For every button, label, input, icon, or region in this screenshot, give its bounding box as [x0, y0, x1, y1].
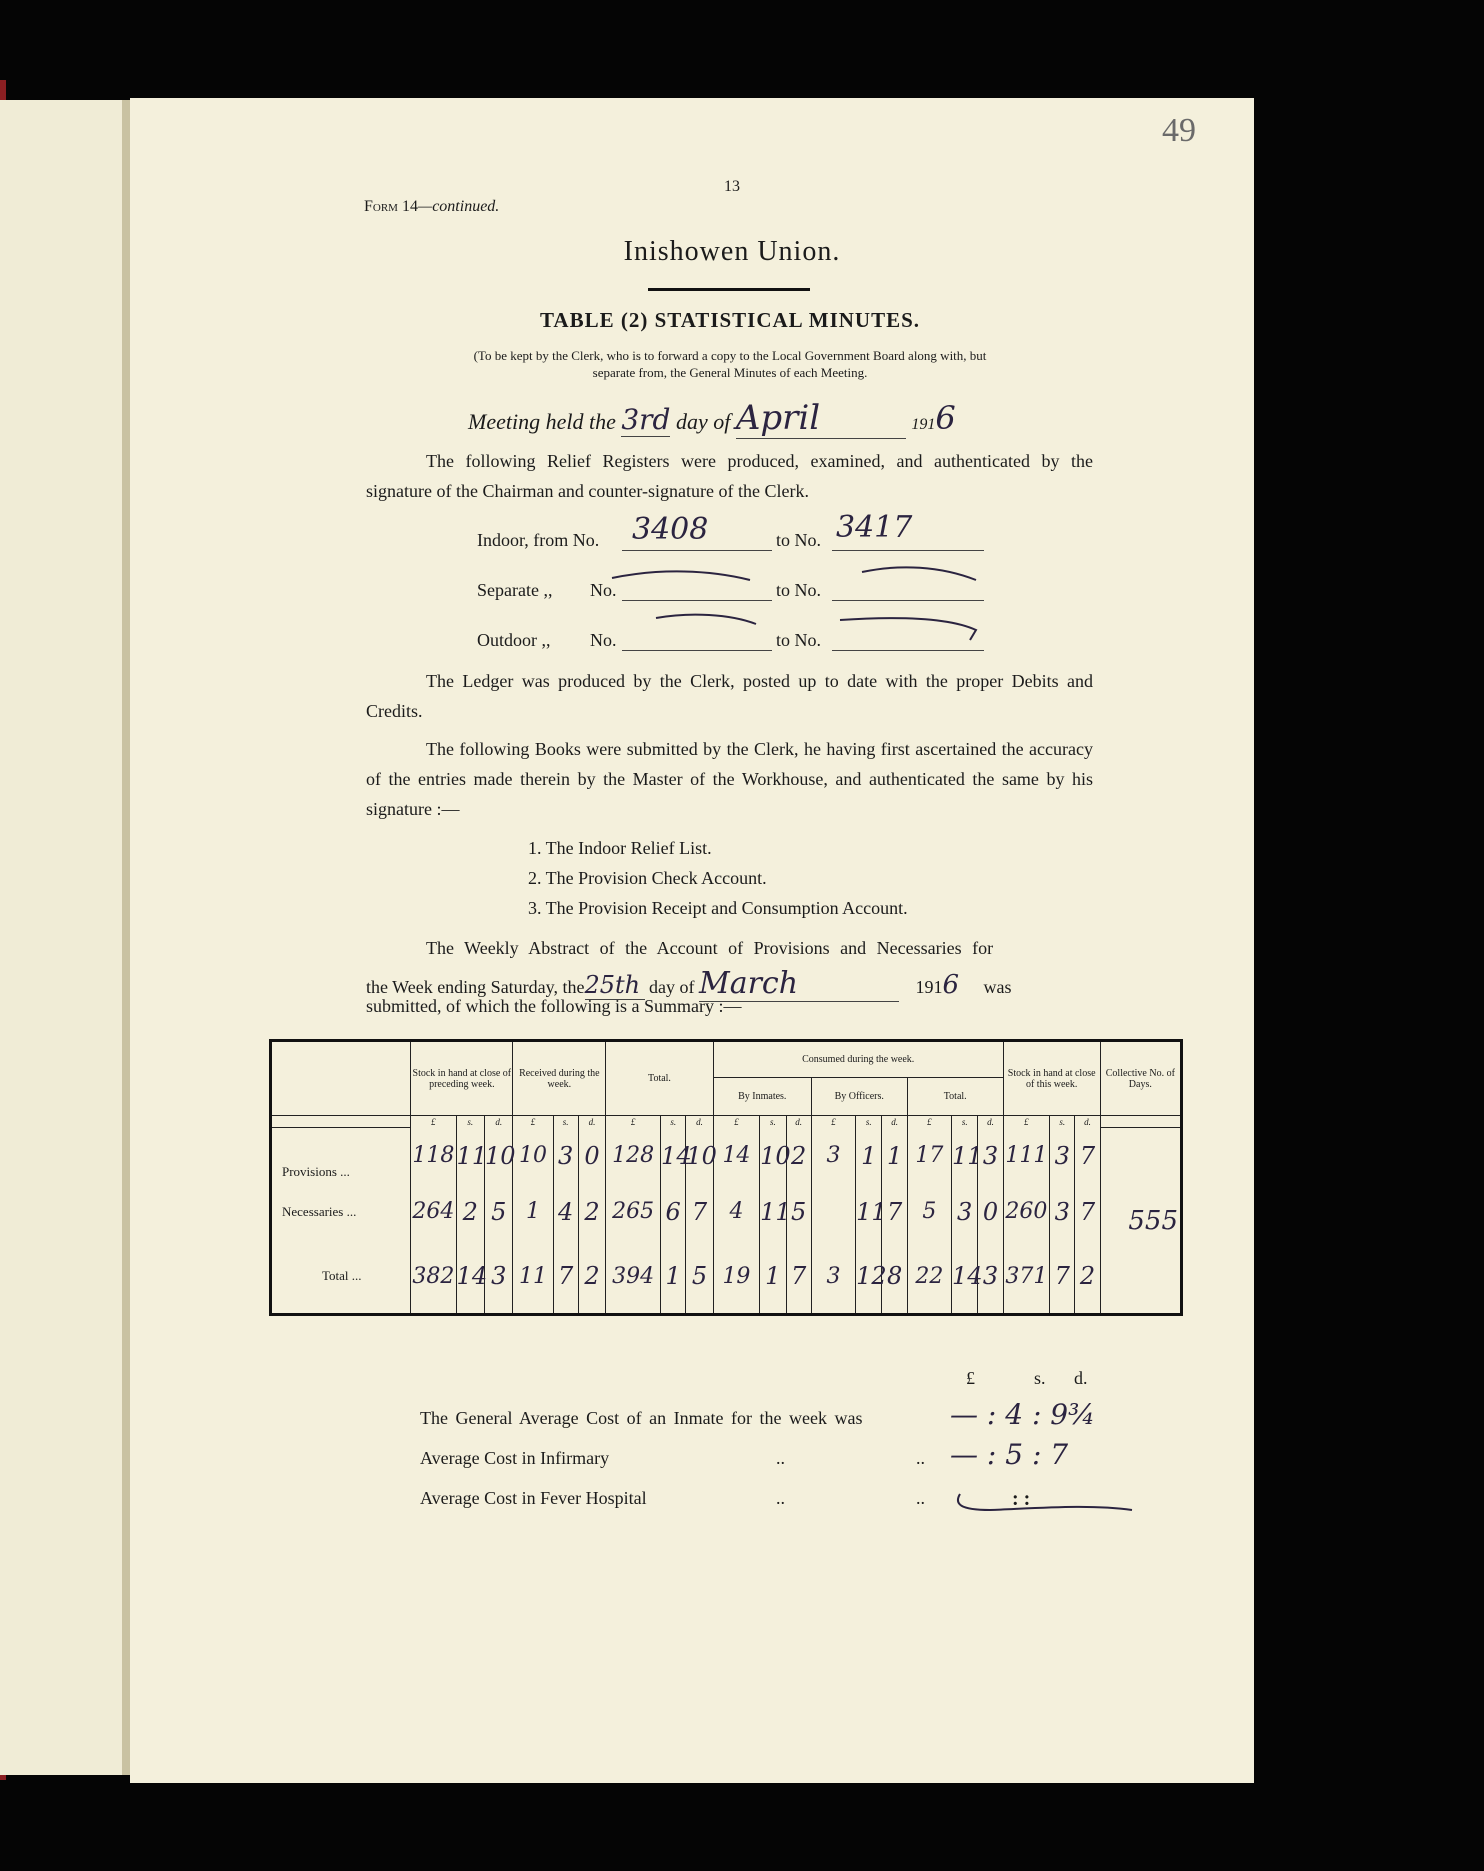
- table-cell: 7: [553, 1240, 578, 1315]
- table-cell: 8: [882, 1240, 907, 1315]
- fever-leader-2: ..: [916, 1488, 925, 1508]
- fever-leader-1: ..: [776, 1488, 785, 1508]
- table-cell: 7: [786, 1240, 811, 1315]
- table-cell: 5: [786, 1184, 811, 1240]
- book-item-3: 3. The Provision Receipt and Consumption Account.: [528, 898, 908, 918]
- meeting-month: April: [736, 398, 906, 439]
- meeting-prefix: Meeting held the: [468, 409, 616, 434]
- table-cell: 1: [856, 1128, 882, 1184]
- unit-pence-label: d.: [786, 1116, 811, 1128]
- separate-to-label: to No.: [776, 580, 821, 600]
- meeting-day-word: day of: [675, 409, 731, 434]
- necessaries-dots: ...: [346, 1203, 357, 1219]
- necessaries-label: Necessaries: [282, 1203, 344, 1219]
- indoor-to-line: [832, 550, 984, 551]
- table-cell: 7: [1050, 1240, 1075, 1315]
- meeting-day: 3rd: [621, 403, 671, 436]
- unit-shillings-label: s.: [553, 1116, 578, 1128]
- table-cell: 11: [856, 1184, 882, 1240]
- unit-pence-label: d.: [485, 1116, 513, 1128]
- table-cell: 22: [907, 1240, 951, 1315]
- table-cell: 19: [713, 1240, 759, 1315]
- table-cell: 3: [485, 1240, 513, 1315]
- table-cell: 2: [578, 1240, 605, 1315]
- union-title: Inishowen Union.: [623, 236, 841, 267]
- table-cell: 371: [1003, 1240, 1049, 1315]
- table-cell: 2: [1075, 1240, 1100, 1315]
- unit-pence-label: d.: [882, 1116, 907, 1128]
- unit-shillings-label: s.: [1050, 1116, 1075, 1128]
- unit-pound-label: £: [1003, 1116, 1049, 1128]
- table-cell: 10: [485, 1128, 513, 1184]
- abstract-month: March: [699, 966, 899, 1002]
- header-total: Total.: [606, 1041, 714, 1116]
- table-cell: 14: [713, 1128, 759, 1184]
- table-cell: 11: [513, 1240, 553, 1315]
- unit-shillings-label: s.: [456, 1116, 484, 1128]
- outdoor-label: Outdoor ,,: [477, 630, 551, 650]
- table-cell: 5: [686, 1240, 713, 1315]
- header-by-inmates: By Inmates.: [713, 1078, 811, 1116]
- abstract-week-ending: the Week ending Saturday, the: [366, 977, 585, 997]
- table-cell: 0: [978, 1184, 1003, 1240]
- book-item-1: 1. The Indoor Relief List.: [528, 838, 712, 858]
- table-cell: 264: [411, 1184, 456, 1240]
- table-row-necessaries: [271, 1184, 1182, 1240]
- table-cell: 3: [978, 1128, 1003, 1184]
- total-dots: ...: [351, 1268, 362, 1284]
- unit-shillings-label: s.: [952, 1116, 978, 1128]
- row-label-total: [271, 1240, 411, 1315]
- meeting-year-suffix: 6: [935, 399, 956, 437]
- indoor-from-value: 3408: [632, 512, 709, 547]
- header-blank: [271, 1041, 411, 1116]
- header-stock-prev: Stock in hand at close of preceding week.: [411, 1041, 513, 1116]
- table-cell: 3: [978, 1240, 1003, 1315]
- instruction-line-1: (To be kept by the Clerk, who is to forward a copy to the Local Government Board along with, but: [473, 348, 987, 363]
- table-row-total: [271, 1240, 1182, 1315]
- unit-pence-label: d.: [1075, 1116, 1100, 1128]
- table-cell: 5: [907, 1184, 951, 1240]
- table-cell: 14: [661, 1128, 686, 1184]
- table-cell: 1: [760, 1240, 786, 1315]
- meeting-year-prefix: 191: [911, 416, 936, 433]
- table-row-provisions: [271, 1128, 1182, 1184]
- title-rule: [648, 288, 810, 291]
- general-cost-value: — : 4 : 9¾: [950, 1398, 1096, 1431]
- table-cell: 1: [882, 1128, 907, 1184]
- header-consumed: Consumed during the week.: [713, 1041, 1003, 1078]
- unit-pound-label: £: [606, 1116, 661, 1128]
- table-cell: 2: [456, 1184, 484, 1240]
- summary-table: [269, 1039, 1183, 1316]
- outdoor-to-label: to No.: [776, 630, 821, 650]
- ledger-text: The Ledger was produced by the Clerk, posted up to date with the proper Debits and Credits.: [366, 671, 1093, 721]
- table-cell: 12: [856, 1240, 882, 1315]
- header-consumed-total: Total.: [907, 1078, 1003, 1116]
- abstract-day-of: day of: [649, 977, 695, 997]
- table-cell: 10: [513, 1128, 553, 1184]
- header-by-officers: By Officers.: [811, 1078, 907, 1116]
- table-cell: 7: [1075, 1128, 1100, 1184]
- form-continued: —continued.: [417, 198, 500, 215]
- table-cell: 2: [578, 1184, 605, 1240]
- table-title: TABLE (2) STATISTICAL MINUTES.: [539, 308, 921, 332]
- table-cell: 111: [1003, 1128, 1049, 1184]
- unit-shillings-label: s.: [661, 1116, 686, 1128]
- abstract-line-3: submitted, of which the following is a Summary :—: [366, 996, 742, 1016]
- general-cost-label: The General Average Cost of an Inmate for the week was: [420, 1408, 863, 1428]
- unit-shillings-label: s.: [760, 1116, 786, 1128]
- header-stock-close: Stock in hand at close of this week.: [1003, 1041, 1100, 1116]
- separate-label: Separate ,,: [477, 580, 553, 600]
- registers-intro: The following Relief Registers were produced, examined, and authenticated by the signature of the Chairman and counter-signature of the Clerk.: [366, 451, 1093, 501]
- table-cell: 128: [606, 1128, 661, 1184]
- unit-pound-label: £: [713, 1116, 759, 1128]
- table-cell: 7: [1075, 1184, 1100, 1240]
- outdoor-no-label: No.: [590, 630, 617, 650]
- total-label: Total: [322, 1268, 349, 1284]
- table-cell: 260: [1003, 1184, 1049, 1240]
- indoor-to-value: 3417: [836, 510, 913, 545]
- table-cell: 2: [786, 1128, 811, 1184]
- abstract-year-prefix: 191: [915, 977, 943, 997]
- row-label-provisions: [271, 1128, 411, 1184]
- table-cell: 3: [811, 1128, 855, 1184]
- infirmary-leader-2: ..: [916, 1448, 925, 1468]
- form-label: [364, 198, 499, 216]
- books-intro: The following Books were submitted by the Clerk, he having first ascertained the accuracy of the entries made therein by the Master of the Workhouse, and authenticated the same by his signature :—: [366, 739, 1093, 819]
- book-item-2: 2. The Provision Check Account.: [528, 868, 767, 888]
- table-cell: 3: [553, 1128, 578, 1184]
- table-cell: 14: [456, 1240, 484, 1315]
- pen-strokes: [600, 560, 1000, 660]
- unit-pound-label: £: [811, 1116, 855, 1128]
- table-cell: 11: [760, 1184, 786, 1240]
- table-cell: [811, 1184, 855, 1240]
- table-cell: 394: [606, 1240, 661, 1315]
- form-number: Form 14: [364, 198, 418, 215]
- instruction-line-2: separate from, the General Minutes of each Meeting.: [592, 365, 868, 380]
- unit-blank: [271, 1116, 411, 1128]
- fever-pen-stroke: [950, 1490, 1140, 1520]
- table-cell: 11: [456, 1128, 484, 1184]
- table-cell: 1: [513, 1184, 553, 1240]
- abstract-day: 25th: [585, 971, 645, 1000]
- indoor-label: Indoor, from No.: [477, 530, 600, 550]
- unit-pound-label: £: [907, 1116, 951, 1128]
- table-cell: 14: [952, 1240, 978, 1315]
- header-collective: Collective No. of Days.: [1100, 1041, 1181, 1116]
- table-cell: 7: [686, 1184, 713, 1240]
- unit-pound-label: £: [411, 1116, 456, 1128]
- table-cell: 17: [907, 1128, 951, 1184]
- unit-shillings-label: s.: [856, 1116, 882, 1128]
- indoor-to-label: to No.: [776, 530, 821, 550]
- table-cell: 265: [606, 1184, 661, 1240]
- unit-row: [271, 1116, 1182, 1128]
- provisions-dots: ...: [340, 1163, 350, 1179]
- unit-pence-label: d.: [978, 1116, 1003, 1128]
- indoor-from-line: [622, 550, 772, 551]
- meeting-line: [468, 398, 956, 439]
- table-cell: 4: [713, 1184, 759, 1240]
- table-cell: 3: [1050, 1128, 1075, 1184]
- table-cell: 6: [661, 1184, 686, 1240]
- table-cell: 382: [411, 1240, 456, 1315]
- table-cell: 5: [485, 1184, 513, 1240]
- collective-days-value: 555: [1100, 1128, 1181, 1315]
- unit-pence-label: d.: [578, 1116, 605, 1128]
- fever-cost-label: Average Cost in Fever Hospital: [420, 1488, 647, 1508]
- cost-col-pence: d.: [1074, 1368, 1088, 1388]
- infirmary-cost-value: — : 5 : 7: [950, 1438, 1069, 1471]
- abstract-was: was: [983, 977, 1012, 997]
- infirmary-cost-label: Average Cost in Infirmary: [420, 1448, 610, 1468]
- unit-collective-blank: [1100, 1116, 1181, 1128]
- table-cell: 3: [952, 1184, 978, 1240]
- row-label-necessaries: [271, 1184, 411, 1240]
- separate-no-label: No.: [590, 580, 617, 600]
- table-cell: 3: [811, 1240, 855, 1315]
- table-cell: 11: [952, 1128, 978, 1184]
- unit-pound-label: £: [513, 1116, 553, 1128]
- table-cell: 1: [661, 1240, 686, 1315]
- table-cell: 10: [760, 1128, 786, 1184]
- cost-col-pound: £: [966, 1368, 975, 1388]
- fever-cost-value: : :: [1012, 1488, 1031, 1510]
- table-cell: 10: [686, 1128, 713, 1184]
- page-number-stamp: 49: [1162, 112, 1196, 149]
- table-cell: 118: [411, 1128, 456, 1184]
- infirmary-leader-1: ..: [776, 1448, 785, 1468]
- provisions-label: Provisions: [282, 1163, 337, 1179]
- table-cell: 7: [882, 1184, 907, 1240]
- unit-pence-label: d.: [686, 1116, 713, 1128]
- table-cell: 4: [553, 1184, 578, 1240]
- table-cell: 3: [1050, 1184, 1075, 1240]
- cost-col-shillings: s.: [1034, 1368, 1046, 1388]
- abstract-line-1: The Weekly Abstract of the Account of Provisions and Necessaries for: [426, 938, 994, 958]
- table-cell: 0: [578, 1128, 605, 1184]
- header-received: Received during the week.: [513, 1041, 606, 1116]
- printed-page-number: 13: [724, 178, 740, 195]
- abstract-year-suffix: 6: [942, 970, 960, 1000]
